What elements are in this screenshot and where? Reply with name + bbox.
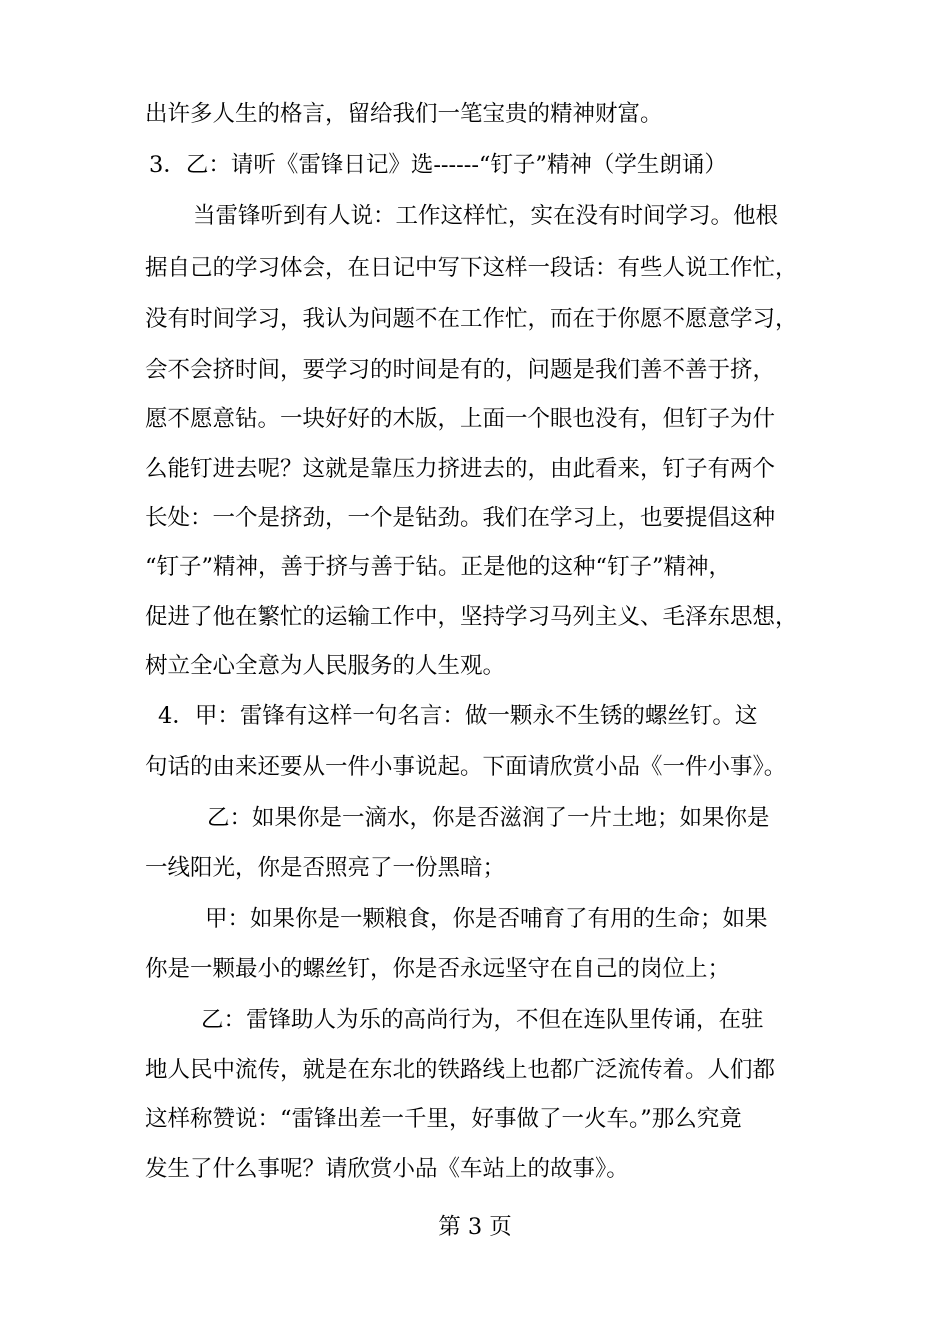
text-line: 么能钉进去呢？这就是靠压力挤进去的，由此看来，钉子有两个 xyxy=(145,456,776,482)
text-line: 句话的由来还要从一件小事说起。下面请欣赏小品《一件小事》。 xyxy=(145,754,787,780)
text-line: 甲：如果你是一颗粮食，你是否哺育了有用的生命；如果 xyxy=(205,906,768,932)
text-line: 一线阳光，你是否照亮了一份黑暗； xyxy=(145,855,506,881)
text-line: 你是一颗最小的螺丝钉，你是否永远坚守在自己的岗位上； xyxy=(145,956,731,982)
text-line: 当雷锋听到有人说：工作这样忙，实在没有时间学习。他根 xyxy=(193,203,779,229)
text-line: 地人民中流传，就是在东北的铁路线上也都广泛流传着。人们都 xyxy=(145,1057,776,1083)
page-number: 第 3 页 xyxy=(438,1214,512,1240)
text-line: 长处：一个是挤劲，一个是钻劲。我们在学习上，也要提倡这种 xyxy=(145,505,776,531)
text-line: 4．甲：雷锋有这样一句名言：做一颗永不生锈的螺丝钉。这 xyxy=(158,703,758,729)
text-line: 这样称赞说：“雷锋出差一千里，好事做了一火车。”那么究竟 xyxy=(145,1106,742,1132)
text-line: 出许多人生的格言，留给我们一笔宝贵的精神财富。 xyxy=(145,101,663,127)
text-line: 3．乙：请听《雷锋日记》选------“钉子”精神（学生朗诵） xyxy=(149,152,727,178)
text-line: 促进了他在繁忙的运输工作中，坚持学习马列主义、毛泽东思想， xyxy=(145,604,798,630)
text-line: 发生了什么事呢？请欣赏小品《车站上的故事》。 xyxy=(145,1156,629,1182)
text-line: 树立全心全意为人民服务的人生观。 xyxy=(145,653,506,679)
text-line: 据自己的学习体会，在日记中写下这样一段话：有些人说工作忙， xyxy=(145,255,798,281)
text-line: 会不会挤时间，要学习的时间是有的，问题是我们善不善于挤， xyxy=(145,357,776,383)
text-line: 乙：雷锋助人为乐的高尚行为，不但在连队里传诵，在驻 xyxy=(201,1007,764,1033)
text-line: 乙：如果你是一滴水，你是否滋润了一片土地；如果你是 xyxy=(207,805,770,831)
text-line: 没有时间学习，我认为问题不在工作忙，而在于你愿不愿意学习， xyxy=(145,306,798,332)
text-line: “钉子”精神，善于挤与善于钻。正是他的这种“钉子”精神， xyxy=(145,554,732,580)
text-line: 愿不愿意钻。一块好好的木版，上面一个眼也没有，但钉子为什 xyxy=(145,406,776,432)
